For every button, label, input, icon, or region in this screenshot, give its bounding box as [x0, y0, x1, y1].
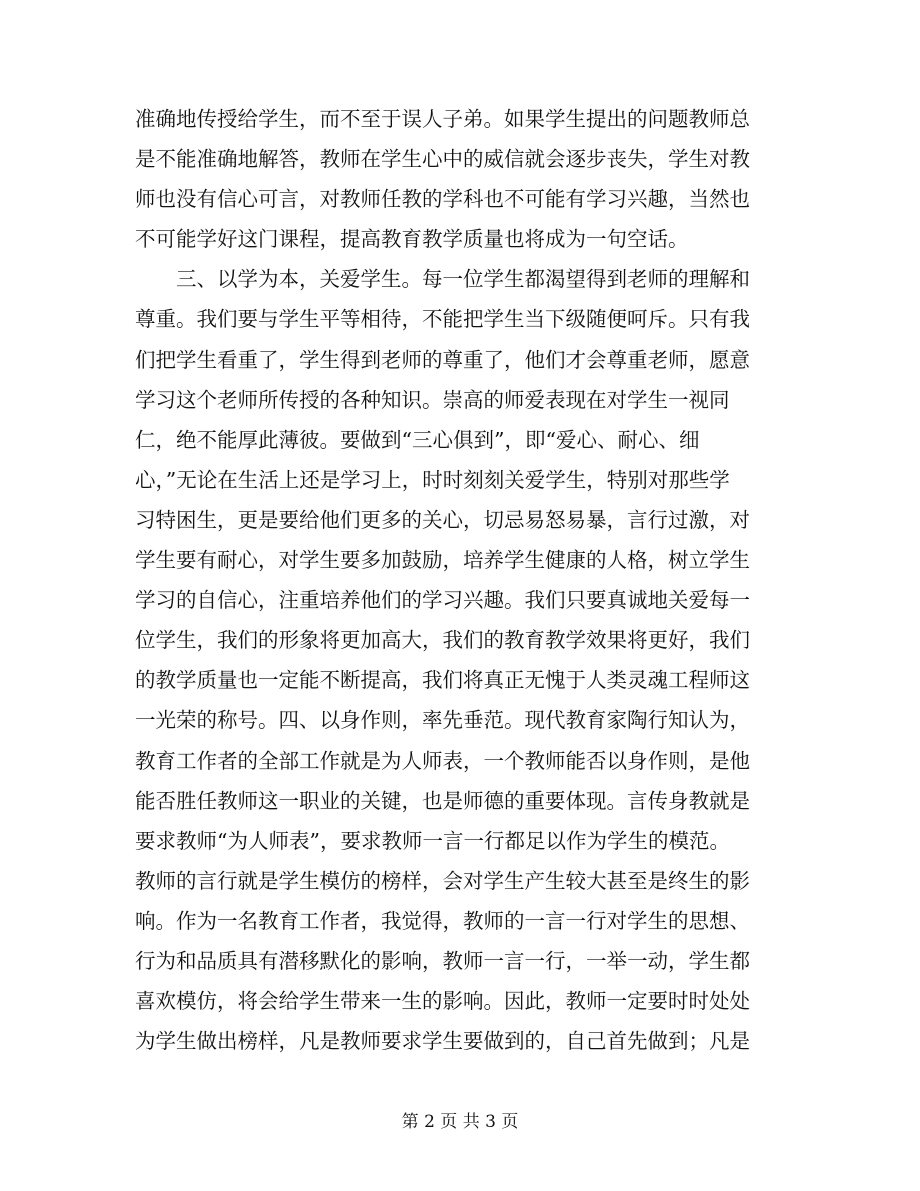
text-line: 是不能准确地解答，教师在学生心中的威信就会逐步丧失，学生对教 [135, 147, 750, 172]
text-line: 为学生做出榜样，凡是教师要求学生要做到的，自己首先做到；凡是 [135, 1029, 750, 1054]
text-line: 不可能学好这门课程，提高教育教学质量也将成为一句空话。 [135, 227, 689, 252]
paragraph-start-line: 三、以学为本，关爱学生。每一位学生都渴望得到老师的理解和 [176, 267, 750, 292]
text-line: 尊重。我们要与学生平等相待，不能把学生当下级随便呵斥。只有我 [135, 307, 750, 332]
text-line: 行为和品质具有潜移默化的影响，教师一言一行，一举一动，学生都 [135, 948, 750, 973]
text-line: 师也没有信心可言，对教师任教的学科也不可能有学习兴趣，当然也 [135, 187, 750, 212]
text-line: 的教学质量也一定能不断提高，我们将真正无愧于人类灵魂工程师这 [135, 668, 750, 693]
text-line: 响。作为一名教育工作者，我觉得，教师的一言一行对学生的思想、 [135, 908, 750, 933]
body-text [135, 99, 775, 1061]
text-line: 教育工作者的全部工作就是为人师表，一个教师能否以身作则，是他 [135, 748, 750, 773]
text-line: 仁，绝不能厚此薄彼。要做到“三心俱到”，即“爱心、耐心、细 [135, 427, 700, 452]
text-line: 学生要有耐心，对学生要多加鼓励，培养学生健康的人格，树立学生 [135, 548, 750, 573]
text-line: 一光荣的称号。四、以身作则，率先垂范。现代教育家陶行知认为， [135, 708, 750, 733]
text-line: 准确地传授给学生，而不至于误人子弟。如果学生提出的问题教师总 [135, 107, 750, 131]
text-line: 要求教师“为人师表”，要求教师一言一行都足以作为学生的模范。 [135, 828, 730, 853]
text-line: 能否胜任教师这一职业的关键，也是师德的重要体现。言传身教就是 [135, 788, 750, 813]
text-line: 学习的自信心，注重培养他们的学习兴趣。我们只要真诚地关爱每一 [135, 588, 750, 613]
page-number-footer: 第 2 页 共 3 页 [401, 1112, 519, 1132]
text-line: 喜欢模仿，将会给学生带来一生的影响。因此，教师一定要时时处处 [135, 989, 750, 1014]
text-line: 习特困生，更是要给他们更多的关心，切忌易怒易暴，言行过激，对 [135, 507, 750, 532]
text-line: 教师的言行就是学生模仿的榜样，会对学生产生较大甚至是终生的影 [135, 868, 750, 893]
text-line: 位学生，我们的形象将更加高大，我们的教育教学效果将更好，我们 [135, 628, 750, 653]
text-line: 们把学生看重了，学生得到老师的尊重了，他们才会尊重老师，愿意 [135, 347, 750, 372]
text-line: 心，”无论在生活上还是学习上，时时刻刻关爱学生，特别对那些学 [135, 467, 730, 492]
text-line: 学习这个老师所传授的各种知识。崇高的师爱表现在对学生一视同 [135, 387, 730, 412]
